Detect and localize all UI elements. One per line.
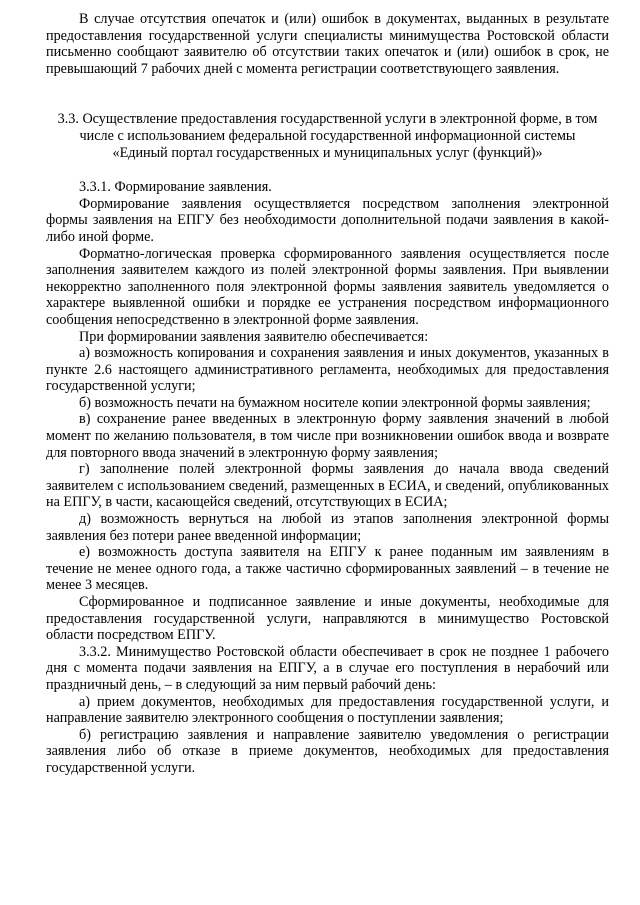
- paragraph-provided-features: При формировании заявления заявителю обеспечивается:: [79, 328, 429, 345]
- list-item-v-saving: в) сохранение ранее введенных в электронную форму заявления значений в любой момент по желанию пользователя, в том числе при возникновении ошибок ввода и возврате для повторного ввода значений в электронную форму заявления;: [46, 411, 609, 461]
- subsection-heading-3-3-1: 3.3.1. Формирование заявления.: [79, 179, 272, 196]
- subsection-3-3-2: 3.3.2. Минимущество Ростовской области обеспечивает в срок не позднее 1 рабочего дня с момента подачи заявления на ЕПГУ, а в случае его поступления в нерабочий или праздничный день, – в следующий за ним первый рабочий день:: [46, 643, 609, 693]
- paragraph-format-check: Форматно-логическая проверка сформированного заявления осуществляется после заполнения заявителем каждого из полей электронной формы заявления. При выявлении некорректно заполненного поля электронной формы заявления заявитель уведомляется о характере выявленной ошибки и порядке ее устранения посредством информационного сообщения непосредственно в электронной форме заявления.: [46, 245, 609, 328]
- paragraph-form-filling: Формирование заявления осуществляется посредством заполнения электронной формы заявления на ЕПГУ без необходимости дополнительной подачи заявления в какой-либо иной форме.: [46, 195, 609, 245]
- list-item-e-access: е) возможность доступа заявителя на ЕПГУ к ранее поданным им заявлениям в течение не менее одного года, а также частично сформированных заявлений – в течение не менее 3 месяцев.: [46, 544, 609, 594]
- list-item-a-copying: а) возможность копирования и сохранения заявления и иных документов, указанных в пункте 2.6 настоящего административного регламента, необходимых для предоставления государственной услуги;: [46, 345, 609, 395]
- list-item-b-registration: б) регистрацию заявления и направление заявителю уведомления о регистрации заявления либо об отказе в приеме документов, необходимых для предоставления государственной услуги.: [46, 726, 609, 776]
- list-item-g-prefill: г) заполнение полей электронной формы заявления до начала ввода сведений заявителем с использованием сведений, размещенных в ЕСИА, и сведений, опубликованных на ЕПГУ, в части, касающейся сведений, отсутствующих в ЕСИА;: [46, 461, 609, 511]
- document-page: [46, 11, 609, 777]
- list-item-d-return: д) возможность вернуться на любой из этапов заполнения электронной формы заявления без потери ранее введенной информации;: [46, 511, 609, 544]
- list-item-a-acceptance: а) прием документов, необходимых для предоставления государственной услуги, и направление заявителю электронного сообщения о поступлении заявления;: [46, 693, 609, 727]
- paragraph-submission: Сформированное и подписанное заявление и иные документы, необходимые для предоставления государственной услуги, направляются в минимущество Ростовской области посредством ЕПГУ.: [46, 594, 609, 644]
- section-heading-3-3: 3.3. Осуществление предоставления государственной услуги в электронной форме, в том числе с использованием федеральной государственной информационной системы «Единый портал государственных и муниципальных услуг (функций)»: [57, 111, 598, 161]
- list-item-b-printing: б) возможность печати на бумажном носителе копии электронной формы заявления;: [79, 394, 591, 411]
- paragraph-no-errors-notice: В случае отсутствия опечаток и (или) ошибок в документах, выданных в результате предоставления государственной услуги специалисты минимущества Ростовской области письменно сообщают заявителю об отсутствии таких опечаток и (или) ошибок в срок, не превышающий 7 рабочих дней с момента регистрации соответствующего заявления.: [46, 11, 609, 77]
